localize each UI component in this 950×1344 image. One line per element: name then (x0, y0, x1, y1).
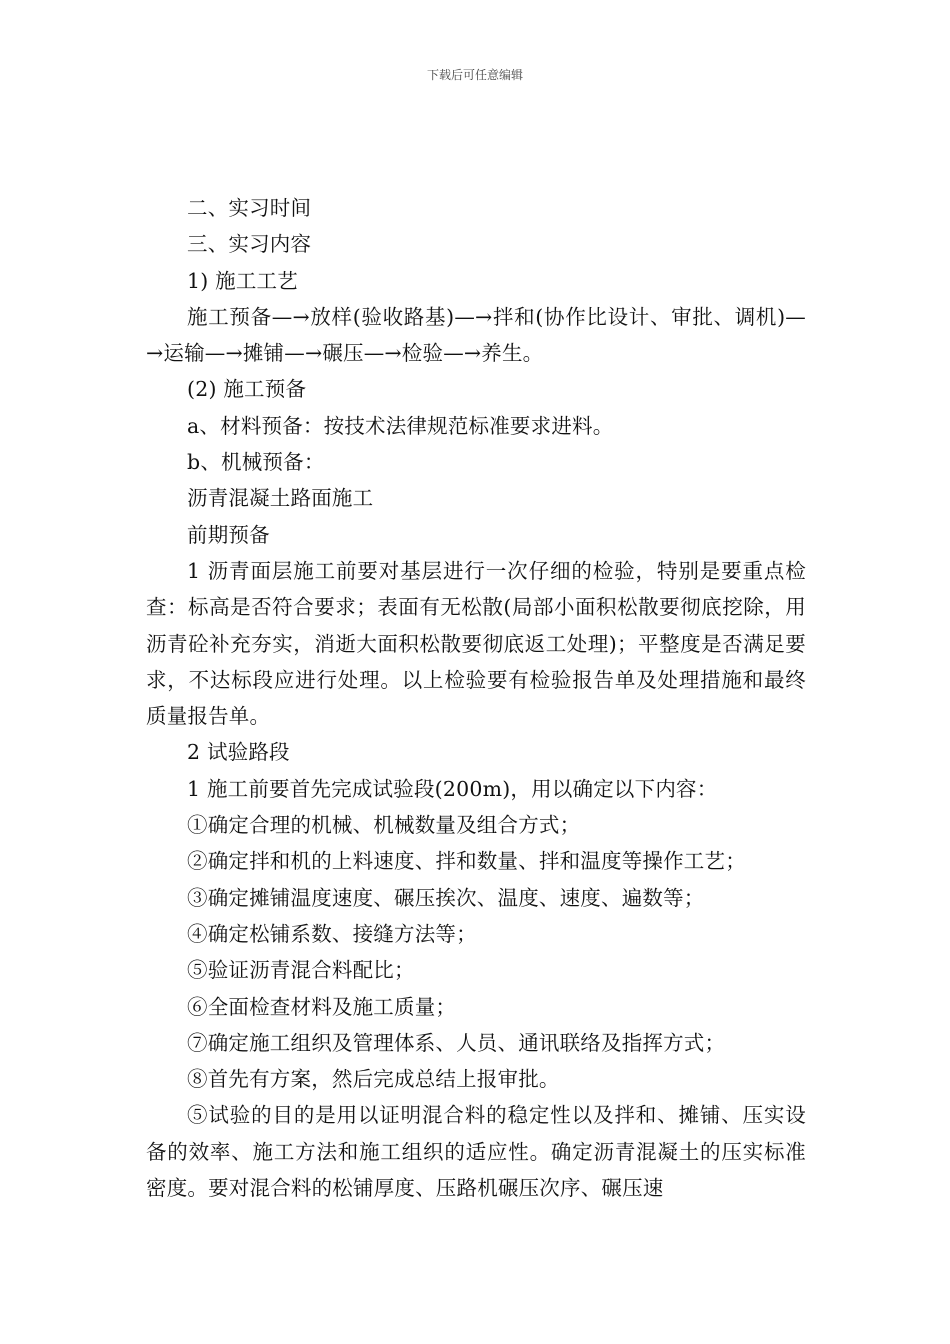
paragraph: 施工预备—→放样(验收路基)—→拌和(协作比设计、审批、调机)—→运输—→摊铺—→碾压—→检验—→养生。 (146, 304, 806, 366)
paragraph: ⑧首先有方案，然后完成总结上报审批。 (187, 1067, 560, 1092)
paragraph: 1 沥青面层施工前要对基层进行一次仔细的检验，特别是要重点检查：标高是否符合要求；表面有无松散(局部小面积松散要彻底挖除，用沥青砼补充夯实，消逝大面积松散要彻底返工处理)；平整度是否满足要求，不达标段应进行处理。以上检验要有检验报告单及处理措施和最终质量报告单。 (146, 558, 806, 729)
paragraph: b、机械预备： (187, 450, 325, 475)
page-header: 下载后可任意编辑 (426, 68, 523, 82)
paragraph: (2) 施工预备 (187, 377, 307, 402)
paragraph: 1 施工前要首先完成试验段(200m)，用以确定以下内容： (187, 776, 718, 801)
paragraph: ⑥全面检查材料及施工质量； (187, 994, 457, 1019)
paragraph: ⑤验证沥青混合料配比； (187, 958, 415, 983)
paragraph: 前期预备 (187, 522, 270, 547)
document-body (146, 190, 806, 1206)
paragraph: ②确定拌和机的上料速度、拌和数量、拌和温度等操作工艺； (187, 849, 746, 874)
paragraph: 2 试验路段 (187, 740, 290, 765)
paragraph: a、材料预备：按技术法律规范标准要求进料。 (187, 413, 614, 438)
paragraph: ④确定松铺系数、接缝方法等； (187, 921, 477, 946)
paragraph: ①确定合理的机械、机械数量及组合方式； (187, 813, 581, 838)
paragraph: ⑤试验的目的是用以证明混合料的稳定性以及拌和、摊铺、压实设备的效率、施工方法和施工组织的适应性。确定沥青混凝土的压实标准密度。要对混合料的松铺厚度、压路机碾压次序、碾压速 (146, 1103, 806, 1201)
paragraph: ③确定摊铺温度速度、碾压挨次、温度、速度、遍数等； (187, 885, 705, 910)
paragraph: 三、实习内容 (187, 232, 312, 257)
paragraph: 1) 施工工艺 (187, 268, 298, 293)
paragraph: 沥青混凝土路面施工 (187, 486, 374, 511)
paragraph: ⑦确定施工组织及管理体系、人员、通讯联络及指挥方式； (187, 1030, 726, 1055)
paragraph: 二、实习时间 (187, 196, 312, 220)
